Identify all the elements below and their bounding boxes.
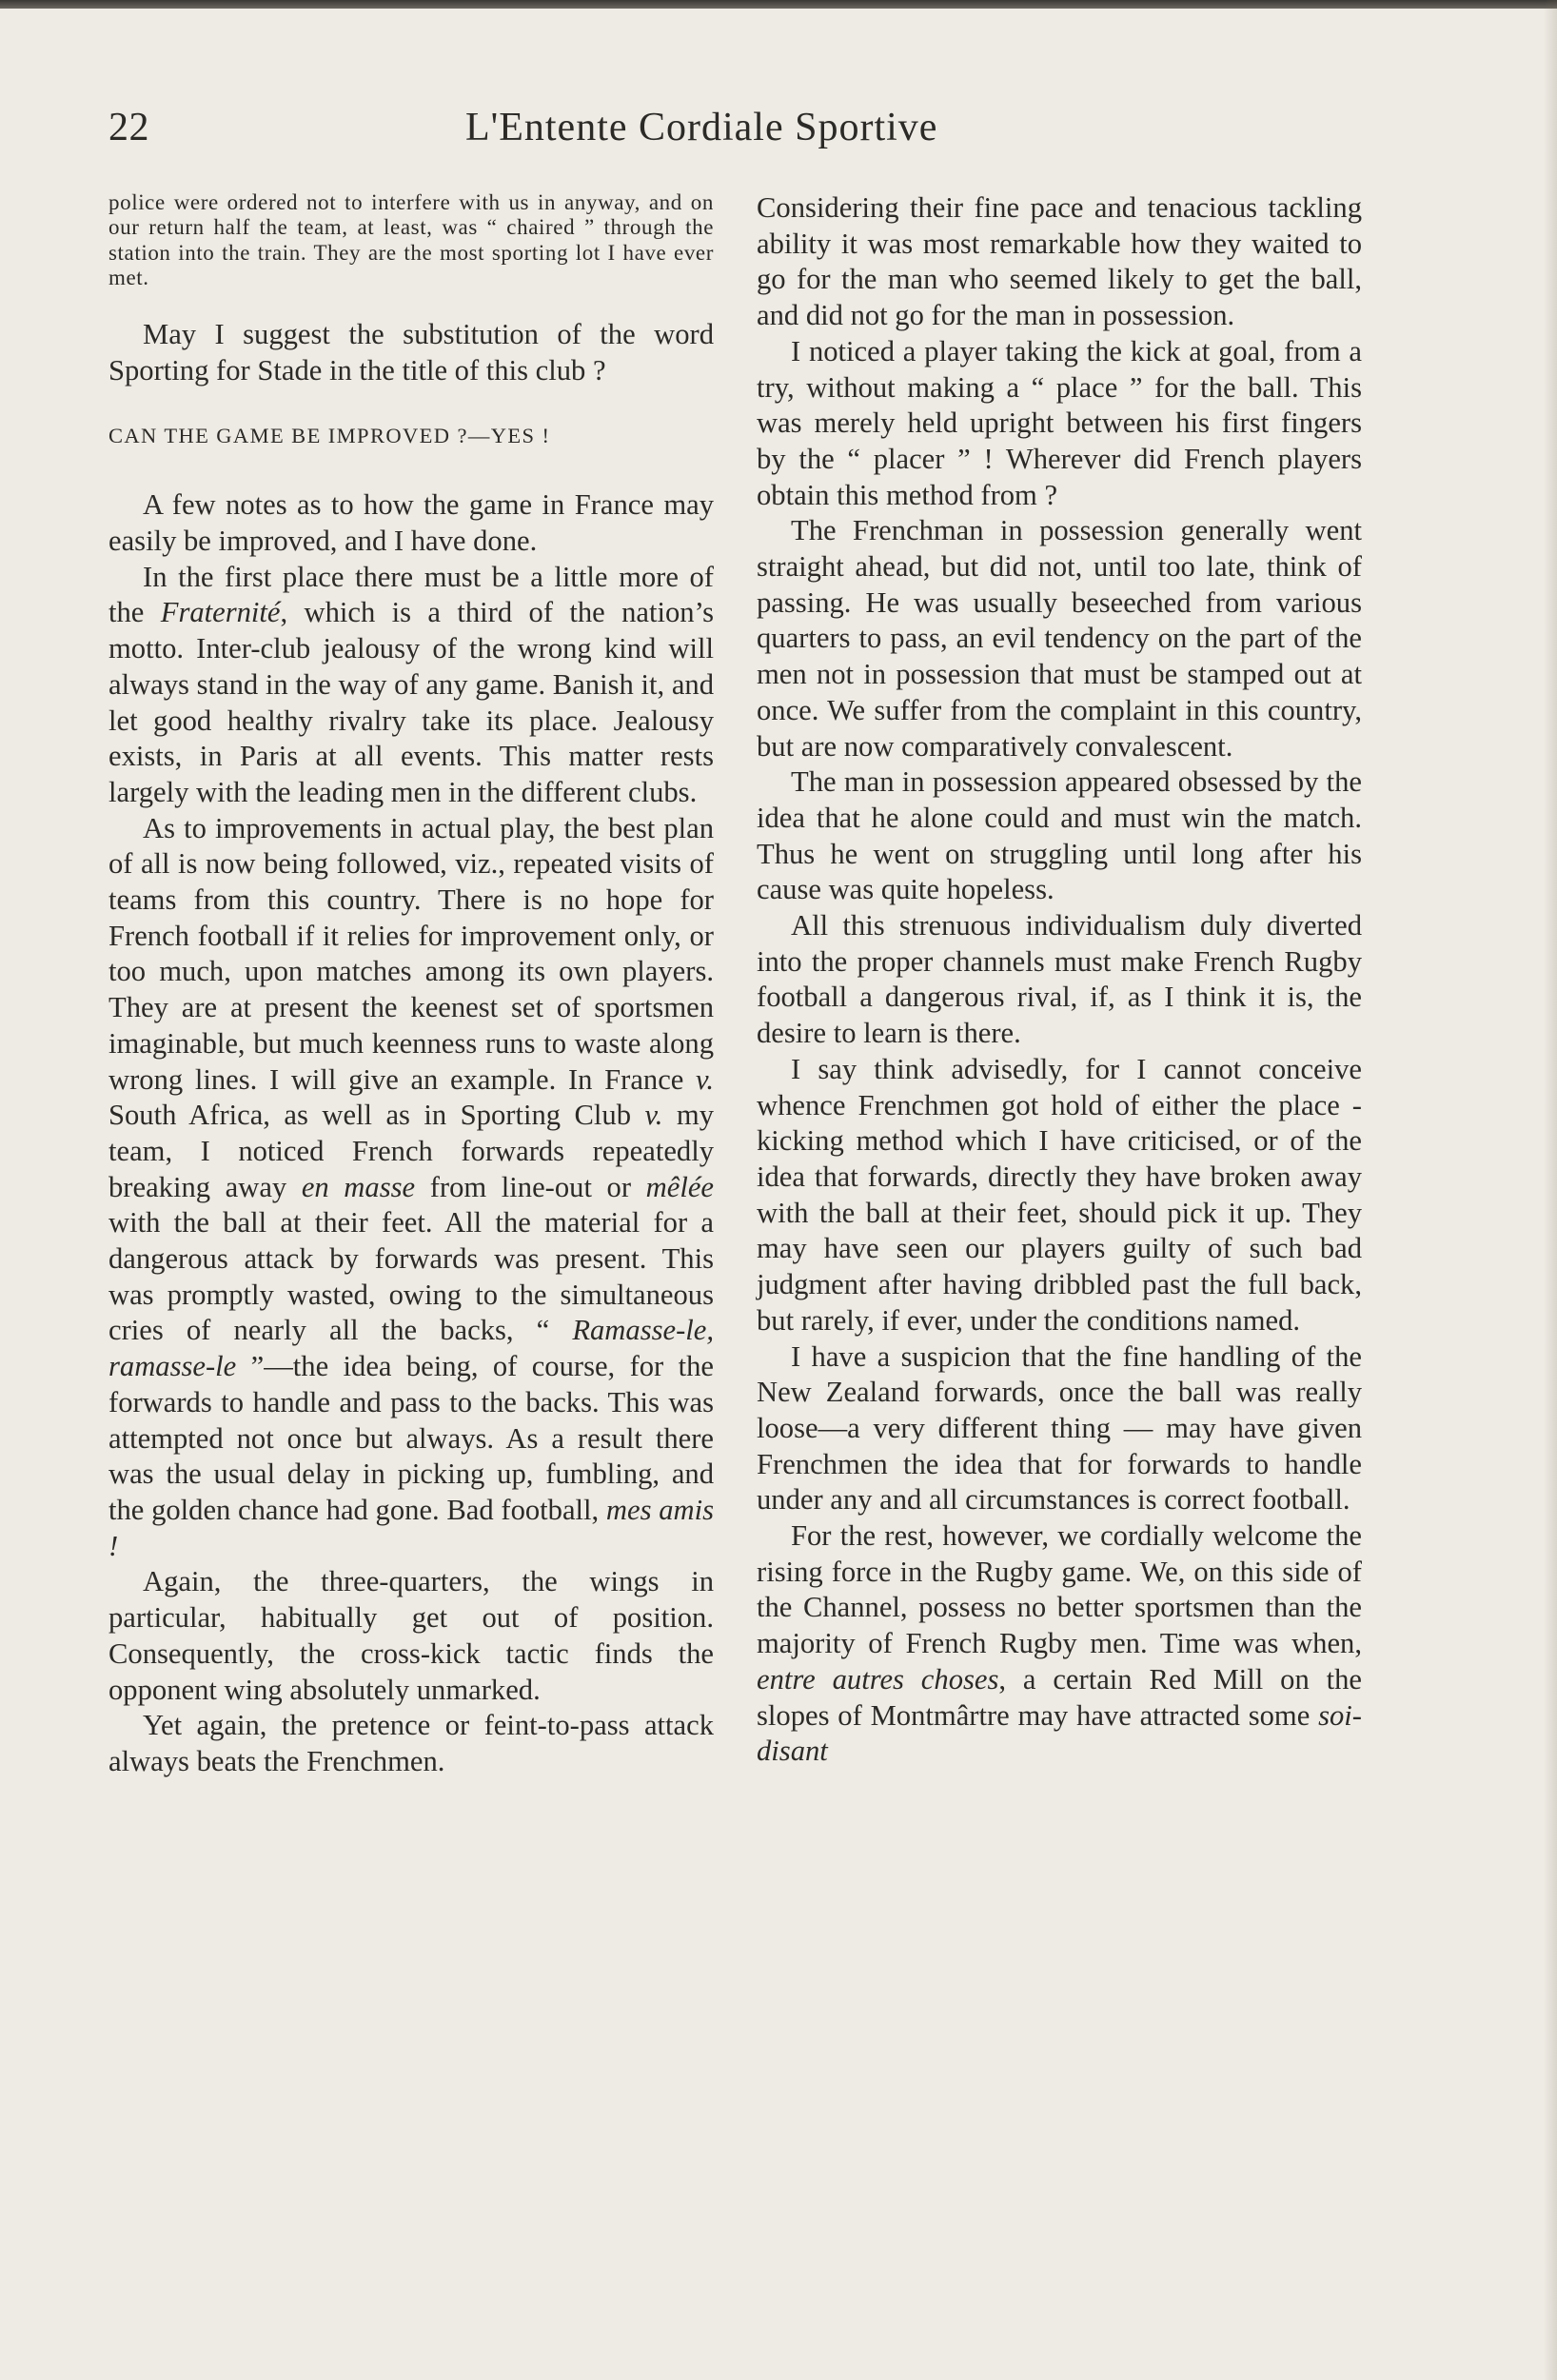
paragraph-frenchman: The Frenchman in possession generally went straight ahead, but did not, until too late, think of passing. He was usually beseeched from various quarters to pass, an evil tendency on the part of the men not in possession that must be stamped out at once. We suffer from the complaint in this country, but are now comparatively convalescent. <box>757 514 1362 763</box>
page-edge-shadow <box>1544 0 1557 2380</box>
italic-mes-amis: mes amis ! <box>108 1493 714 1562</box>
top-edge-rule <box>0 0 1557 9</box>
paragraph-notes: A few notes as to how the game in France may easily be improved, and I have done. <box>108 488 714 557</box>
book-page <box>108 95 1365 1777</box>
italic-ramasse: Ramasse-le, ramasse-le <box>108 1314 714 1383</box>
paragraph-yet-again: Yet again, the pretence or feint-to-pass attack always beats the Frenchmen. <box>108 1709 714 1777</box>
left-column <box>108 190 714 1780</box>
journal-title: L'Entente Cordiale Sportive <box>465 106 938 149</box>
running-header <box>108 95 1365 171</box>
italic-entre-autres: entre autres choses <box>757 1662 999 1696</box>
right-column <box>757 190 1362 1770</box>
paragraph-first-place: In the first place there must be a little more of the Fraternité, which is a third of the nation’s motto. Inter-club jealousy of the wrong kind will always stand in the way of any game. Banish it, and let good healthy rivalry take its place. Jealousy exists, in Paris at all events. This matter rests largely with the leading men in the different clubs. <box>108 560 714 808</box>
italic-fraternite: Fraternité <box>160 596 281 629</box>
paragraph-considering: Considering their fine pace and tenacious tackling ability it was most remarkable how they waited to go for the man who seemed likely to get the ball, and did not go for the man in possession. <box>757 191 1362 332</box>
italic-en-masse: en masse <box>301 1170 416 1203</box>
continued-paragraph: police were ordered not to interfere with us in anyway, and on our return half the team, at least, was “ chaired ” through the station into the train. They are the most sporting lot I have ever met. <box>108 190 714 289</box>
page-number: 22 <box>108 106 149 149</box>
paragraph-improvements: As to improvements in actual play, the best plan of all is now being followed, viz., repeated visits of teams from this country. There is no hope for French football if it relies for improvement only, or too much, upon matches among its own players. They are at present the keenest set of sportsmen imaginable, but much keenness runs to waste along wrong lines. I will give an example. In France v. South Africa, as well as in Sporting Club v. my team, I noticed French forwards repeatedly breaking away en masse from line-out or mêlée with the ball at their feet. All the material for a dangerous attack by forwards was present. This was promptly wasted, owing to the simultaneous cries of nearly all the backs, “ Ramasse-le, ramasse-le ”—the idea being, of course, for the forwards to handle and pass to the backs. This was attempted not once but always. As a result there was the usual delay in picking up, fumbling, and the golden chance had gone. Bad football, mes amis ! <box>108 811 714 1562</box>
paragraph-strenuous: All this strenuous individualism duly diverted into the proper channels must make French Rugby football a dangerous rival, if, as I think it is, the desire to learn is there. <box>757 909 1362 1050</box>
paragraph-suggest: May I suggest the substitution of the word Sporting for Stade in the title of this club ? <box>108 318 714 387</box>
paragraph-again: Again, the three-quarters, the wings in particular, habitually get out of position. Consequently, the cross-kick tactic finds the opponent wing absolutely unmarked. <box>108 1565 714 1706</box>
paragraph-noticed: I noticed a player taking the kick at goal, from a try, without making a “ place ” for the ball. This was merely held upright between his first fingers by the “ placer ” ! Wherever did French players obtain this method from ? <box>757 334 1362 511</box>
paragraph-suspicion: I have a suspicion that the fine handling of the New Zealand forwards, once the ball was really loose—a very different thing — may have given Frenchmen the idea that for forwards to handle under any and all circumstances is correct football. <box>757 1339 1362 1517</box>
section-heading: CAN THE GAME BE IMPROVED ?—YES ! <box>108 423 551 447</box>
italic-soi-disant: soi-disant <box>757 1698 1362 1768</box>
paragraph-for-the-rest: For the rest, however, we cordially welcome the rising force in the Rugby game. We, on this side of the Channel, possess no better sportsmen than the majority of French Rugby men. Time was when, entre autres choses, a certain Red Mill on the slopes of Montmârtre may have attracted some soi-disant <box>757 1519 1363 1768</box>
paragraph-advisedly: I say think advisedly, for I cannot conceive whence Frenchmen got hold of either the place - kicking method which I have criticised, or of the idea that forwards, directly they have broken away with the ball at their feet, should pick it up. They may have seen our players guilty of such bad judgment after having dribbled past the full back, but rarely, if ever, under the conditions named. <box>757 1052 1362 1337</box>
italic-melee: mêlée <box>645 1170 714 1203</box>
paragraph-man-in-possession: The man in possession appeared obsessed by the idea that he alone could and must win the match. Thus he went on struggling until long after his cause was quite hopeless. <box>757 765 1362 906</box>
